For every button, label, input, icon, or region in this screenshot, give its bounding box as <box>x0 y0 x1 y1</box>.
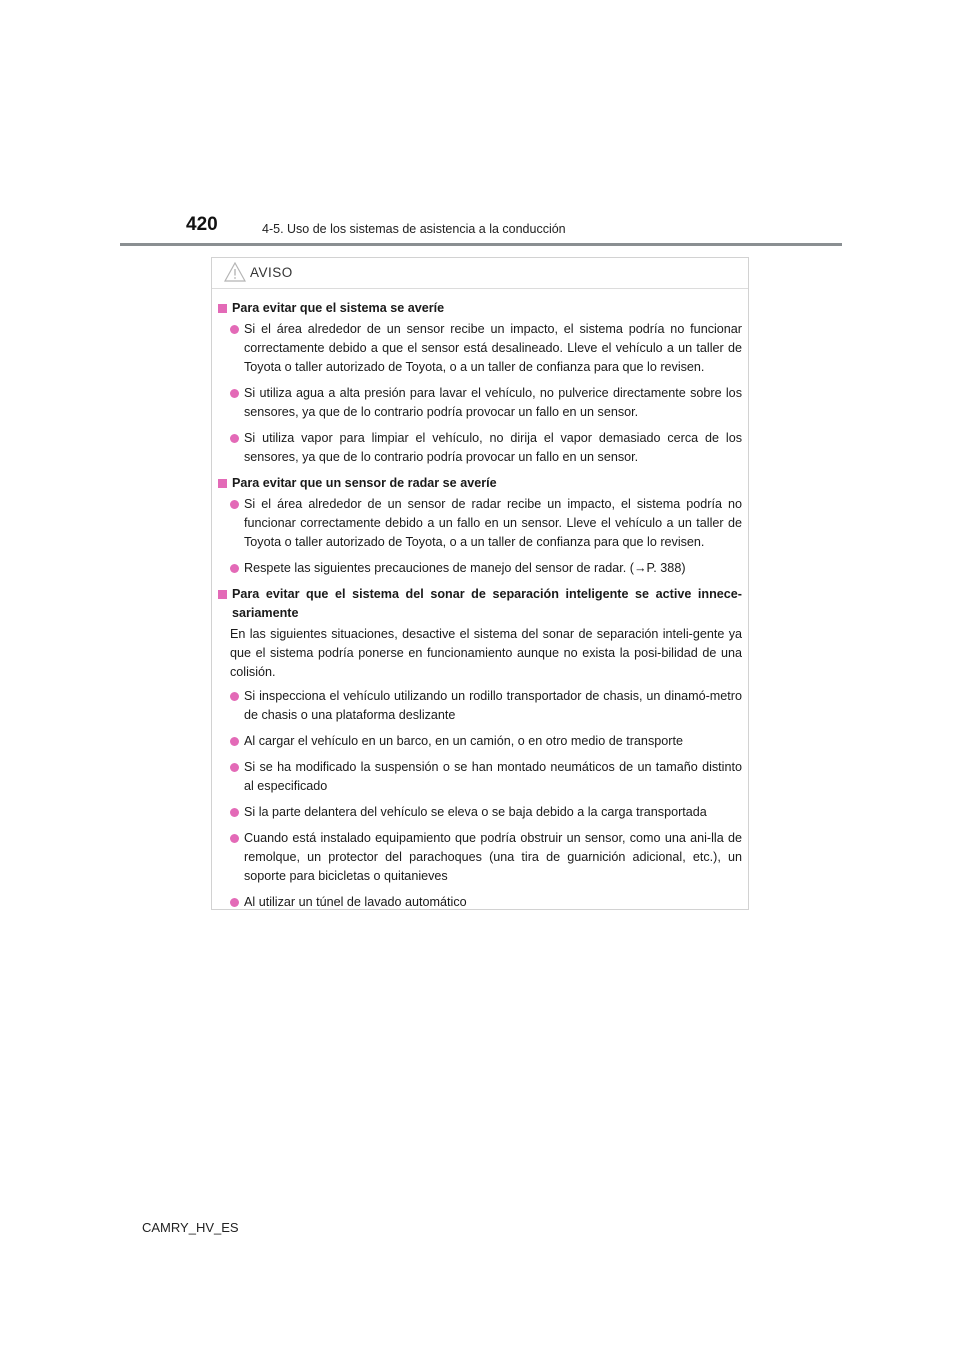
section-heading <box>218 585 742 623</box>
list-item <box>230 758 742 796</box>
list-item-text: Si el área alrededor de un sensor de radar recibe un impacto, el sistema podría no funcionar correctamente debido a un fallo en un sensor. Lleve el vehículo a un taller de Toyota o taller autorizado de Toyota, o a un taller de confianza para que lo revisen. <box>244 497 742 549</box>
square-bullet-icon <box>218 590 227 599</box>
dot-bullet-icon <box>230 564 239 573</box>
list-item <box>230 384 742 422</box>
section-heading <box>218 299 742 318</box>
list-item <box>230 429 742 467</box>
list-item-text: Si se ha modificado la suspensión o se han montado neumáticos de un tamaño distinto al especificado <box>244 760 742 793</box>
list-item <box>230 893 742 912</box>
list-item-text: Si inspecciona el vehículo utilizando un rodillo transportador de chasis, un dinamó-metro de chasis o una plataforma deslizante <box>244 689 742 722</box>
notice-body <box>212 289 748 912</box>
list-item-text: Si el área alrededor de un sensor recibe un impacto, el sistema podría no funcionar correctamente debido a que el sensor está desalineado. Lleve el vehículo a un taller de Toyota o taller autorizado de Toyota, o a un taller de confianza para que lo revisen. <box>244 322 742 374</box>
square-bullet-icon <box>218 479 227 488</box>
list-item <box>230 687 742 725</box>
list-item <box>230 559 742 578</box>
dot-bullet-icon <box>230 692 239 701</box>
warning-triangle-icon <box>224 262 246 282</box>
list-item-text: Si utiliza vapor para limpiar el vehículo, no dirija el vapor demasiado cerca de los sensores, ya que de lo contrario podría provocar un fallo en un sensor. <box>244 431 742 464</box>
dot-bullet-icon <box>230 834 239 843</box>
list-item <box>230 829 742 886</box>
dot-bullet-icon <box>230 434 239 443</box>
section-title: 4-5. Uso de los sistemas de asistencia a la conducción <box>262 222 566 236</box>
page-number: 420 <box>186 214 218 235</box>
list-item-text: Respete las siguientes precauciones de manejo del sensor de radar. (→P. 388) <box>244 561 686 575</box>
footer-model: CAMRY_HV_ES <box>142 1220 239 1235</box>
list-item <box>230 320 742 377</box>
list-item-text: Si la parte delantera del vehículo se eleva o se baja debido a la carga transportada <box>244 805 707 819</box>
dot-bullet-icon <box>230 737 239 746</box>
list-item-text: Cuando está instalado equipamiento que podría obstruir un sensor, como una ani-lla de remolque, un protector del parachoques (una tira de guarnición adicional, etc.), un soporte para bicicletas o quitanieves <box>244 831 742 883</box>
dot-bullet-icon <box>230 763 239 772</box>
dot-bullet-icon <box>230 898 239 907</box>
header-rule <box>120 243 842 246</box>
square-bullet-icon <box>218 304 227 313</box>
notice-header <box>212 258 748 289</box>
dot-bullet-icon <box>230 500 239 509</box>
list-item <box>230 732 742 751</box>
notice-box <box>211 257 749 910</box>
list-item-text: Al utilizar un túnel de lavado automático <box>244 895 467 909</box>
section-intro: En las siguientes situaciones, desactive el sistema del sonar de separación inteli-gente ya que el sistema podría ponerse en funcionamiento aunque no exista la posi-bilidad de una colisión. <box>230 627 742 679</box>
dot-bullet-icon <box>230 325 239 334</box>
list-item <box>230 803 742 822</box>
list-item-text: Si utiliza agua a alta presión para lavar el vehículo, no pulverice directamente sobre los sensores, ya que de lo contrario podría provocar un fallo en un sensor. <box>244 386 742 419</box>
dot-bullet-icon <box>230 808 239 817</box>
list-item <box>230 495 742 552</box>
section-heading <box>218 474 742 493</box>
section-heading-text: Para evitar que un sensor de radar se averíe <box>232 476 497 490</box>
notice-title: AVISO <box>250 265 293 280</box>
section-heading-text: Para evitar que el sistema del sonar de separación inteligente se active innece-sariamente <box>232 587 742 620</box>
list-item-text: Al cargar el vehículo en un barco, en un camión, o en otro medio de transporte <box>244 734 683 748</box>
dot-bullet-icon <box>230 389 239 398</box>
section-heading-text: Para evitar que el sistema se averíe <box>232 301 445 315</box>
